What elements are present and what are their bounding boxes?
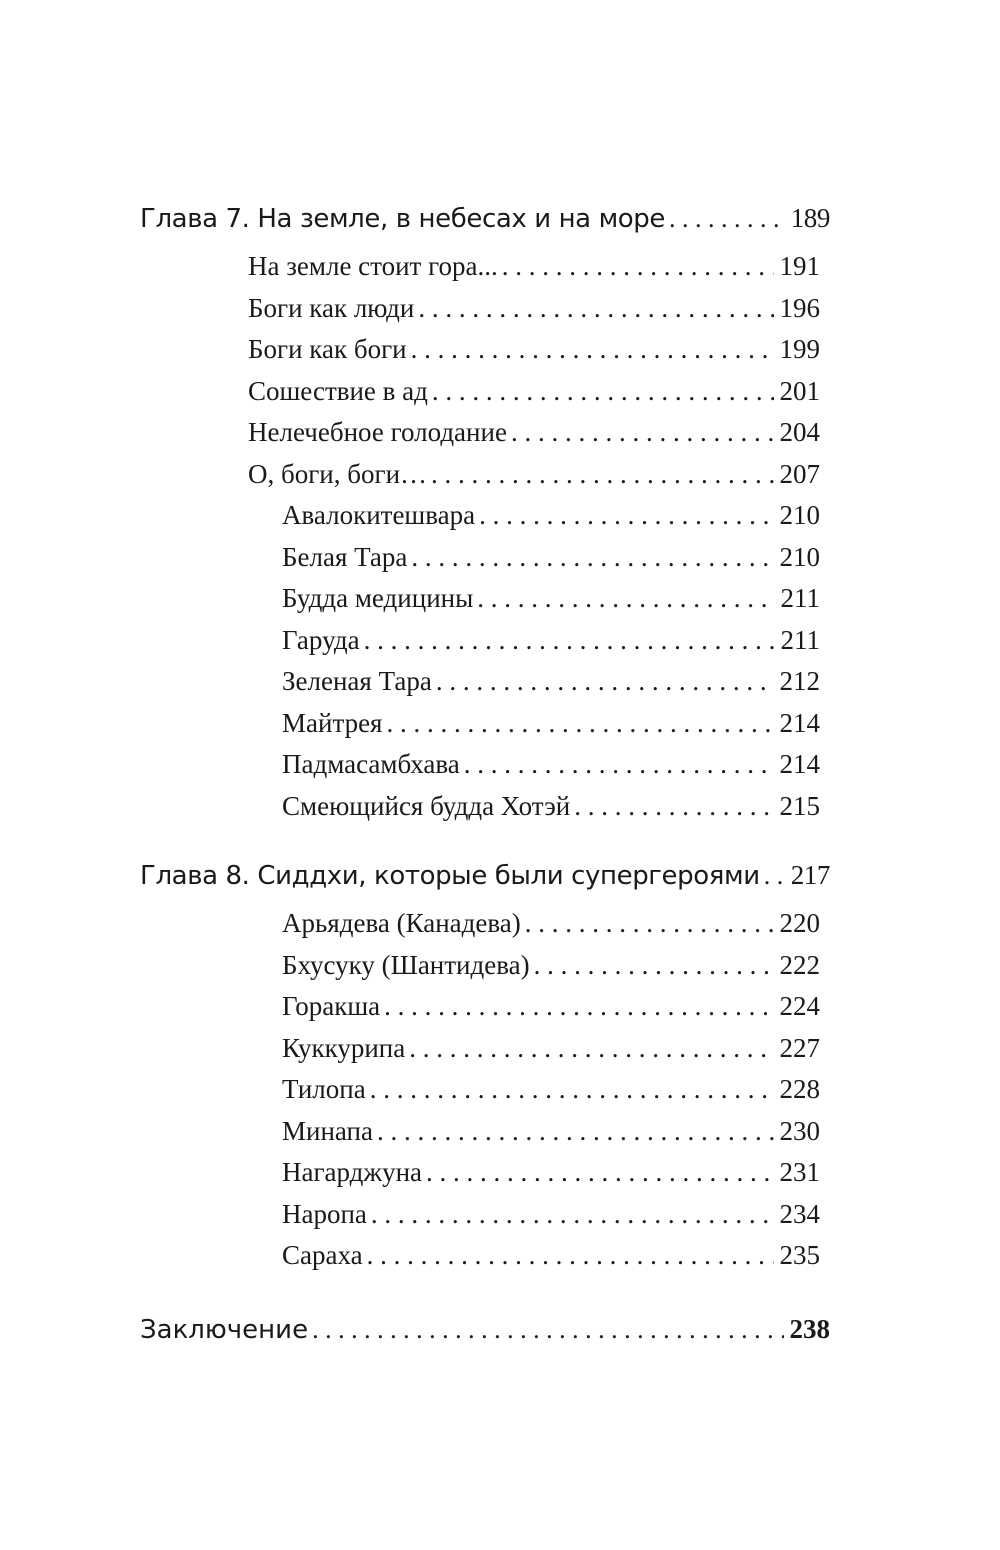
dot-leader xyxy=(525,903,774,945)
toc-entry[interactable] xyxy=(140,288,830,330)
dot-leader xyxy=(411,329,774,371)
toc-subentry[interactable] xyxy=(140,620,830,662)
dot-leader xyxy=(371,1194,774,1236)
page-number: 199 xyxy=(779,334,820,364)
page-number: 230 xyxy=(779,1115,820,1146)
toc-entry[interactable] xyxy=(140,412,830,454)
entry-title: О, боги, боги… xyxy=(248,458,428,489)
dot-leader xyxy=(418,288,773,330)
toc-subentry[interactable] xyxy=(140,986,830,1028)
toc-entry[interactable] xyxy=(140,329,830,371)
dot-leader xyxy=(364,620,775,662)
toc-subentry[interactable] xyxy=(140,578,830,620)
page-number: 210 xyxy=(779,500,820,530)
entry-title: Авалокитешвара xyxy=(282,500,476,530)
page-number: 214 xyxy=(779,707,820,738)
page-number: 211 xyxy=(780,583,820,613)
entry-title: Зеленая Тара xyxy=(282,666,432,696)
entry-title: Сараха xyxy=(282,1240,363,1270)
toc-subentry[interactable] xyxy=(140,1194,830,1236)
page-number: 215 xyxy=(779,790,820,821)
entry-title: Белая Тара xyxy=(282,541,408,572)
dot-leader xyxy=(431,454,773,496)
toc-subentry[interactable] xyxy=(140,1028,830,1070)
page-number: 231 xyxy=(779,1157,820,1187)
dot-leader xyxy=(386,703,773,745)
toc-entry[interactable] xyxy=(140,371,830,413)
conclusion-heading[interactable] xyxy=(140,1301,830,1357)
toc-subentry[interactable] xyxy=(140,1152,830,1194)
toc-subentry[interactable] xyxy=(140,495,830,537)
chapter-spacer xyxy=(140,1277,830,1297)
page-number: 201 xyxy=(779,375,820,406)
page-number: 189 xyxy=(790,203,830,233)
chapter-title: Глава 7. На земле, в небесах и на море xyxy=(140,204,665,234)
dot-leader xyxy=(502,246,774,288)
page-number: 214 xyxy=(779,749,820,779)
page-number: 227 xyxy=(779,1032,820,1063)
page-number: 235 xyxy=(779,1240,820,1270)
toc-subentry[interactable] xyxy=(140,945,830,987)
conclusion-title: Заключение xyxy=(140,1314,309,1345)
toc-subentry[interactable] xyxy=(140,1111,830,1153)
page-number: 217 xyxy=(790,860,830,890)
chapter-heading-7[interactable] xyxy=(140,190,830,246)
dot-leader xyxy=(534,945,774,987)
entry-title: Боги как боги xyxy=(248,334,407,364)
chapter-title: Глава 8. Сиддхи, которые были супергероями xyxy=(140,861,760,891)
entry-title: Будда медицины xyxy=(282,583,474,613)
dot-leader xyxy=(370,1069,774,1111)
entry-title: Гаруда xyxy=(282,624,360,655)
entry-title: Боги как люди xyxy=(248,292,415,323)
page-number: 204 xyxy=(779,417,820,447)
entry-title: Нагарджуна xyxy=(282,1157,423,1187)
chapter-heading-8[interactable] xyxy=(140,847,830,903)
entry-title: Смеющийся будда Хотэй xyxy=(282,790,571,821)
toc-entry[interactable] xyxy=(140,246,830,288)
dot-leader xyxy=(479,495,773,537)
entry-title: Арьядева (Канадева) xyxy=(282,908,521,938)
entry-title: Куккурипа xyxy=(282,1032,406,1063)
dot-leader xyxy=(426,1152,773,1194)
dot-leader xyxy=(436,661,774,703)
dot-leader xyxy=(464,744,774,786)
page-number: 224 xyxy=(779,991,820,1021)
page-number: 220 xyxy=(779,908,820,938)
dot-leader xyxy=(377,1111,774,1153)
entry-title: Нелечебное голодание xyxy=(248,417,507,447)
page-number: 191 xyxy=(779,251,820,281)
entry-title: Наропа xyxy=(282,1198,367,1229)
page-number: 207 xyxy=(779,458,820,489)
dot-leader xyxy=(511,412,774,454)
dot-leader xyxy=(432,371,774,413)
page-number: 196 xyxy=(779,292,820,323)
toc-subentry[interactable] xyxy=(140,786,830,828)
entry-title: Сошествие в ад xyxy=(248,375,428,406)
page-number: 238 xyxy=(789,1313,830,1344)
page-number: 211 xyxy=(780,624,820,655)
dot-leader xyxy=(367,1235,774,1277)
toc-subentry[interactable] xyxy=(140,703,830,745)
entry-title: Бхусуку (Шантидева) xyxy=(282,949,530,980)
toc-subentry[interactable] xyxy=(140,903,830,945)
entry-title: Майтрея xyxy=(282,707,383,738)
dot-leader xyxy=(669,191,785,247)
entry-title: Падмасамбхава xyxy=(282,749,460,779)
chapter-spacer xyxy=(140,827,830,847)
page-number: 228 xyxy=(779,1074,820,1104)
dot-leader xyxy=(312,1302,783,1358)
dot-leader xyxy=(384,986,773,1028)
toc-subentry[interactable] xyxy=(140,661,830,703)
page-number: 212 xyxy=(779,666,820,696)
page-number: 234 xyxy=(779,1198,820,1229)
toc-subentry[interactable] xyxy=(140,1069,830,1111)
table-of-contents xyxy=(140,190,830,1357)
dot-leader xyxy=(409,1028,773,1070)
toc-subentry[interactable] xyxy=(140,744,830,786)
toc-entry[interactable] xyxy=(140,454,830,496)
dot-leader xyxy=(764,848,785,904)
dot-leader xyxy=(477,578,774,620)
entry-title: На земле стоит гора... xyxy=(248,251,498,281)
page-number: 210 xyxy=(779,541,820,572)
entry-title: Минапа xyxy=(282,1115,373,1146)
dot-leader xyxy=(574,786,773,828)
toc-subentry[interactable] xyxy=(140,537,830,579)
page-number: 222 xyxy=(779,949,820,980)
dot-leader xyxy=(411,537,773,579)
entry-title: Тилопа xyxy=(282,1074,366,1104)
toc-subentry[interactable] xyxy=(140,1235,830,1277)
entry-title: Горакша xyxy=(282,991,381,1021)
